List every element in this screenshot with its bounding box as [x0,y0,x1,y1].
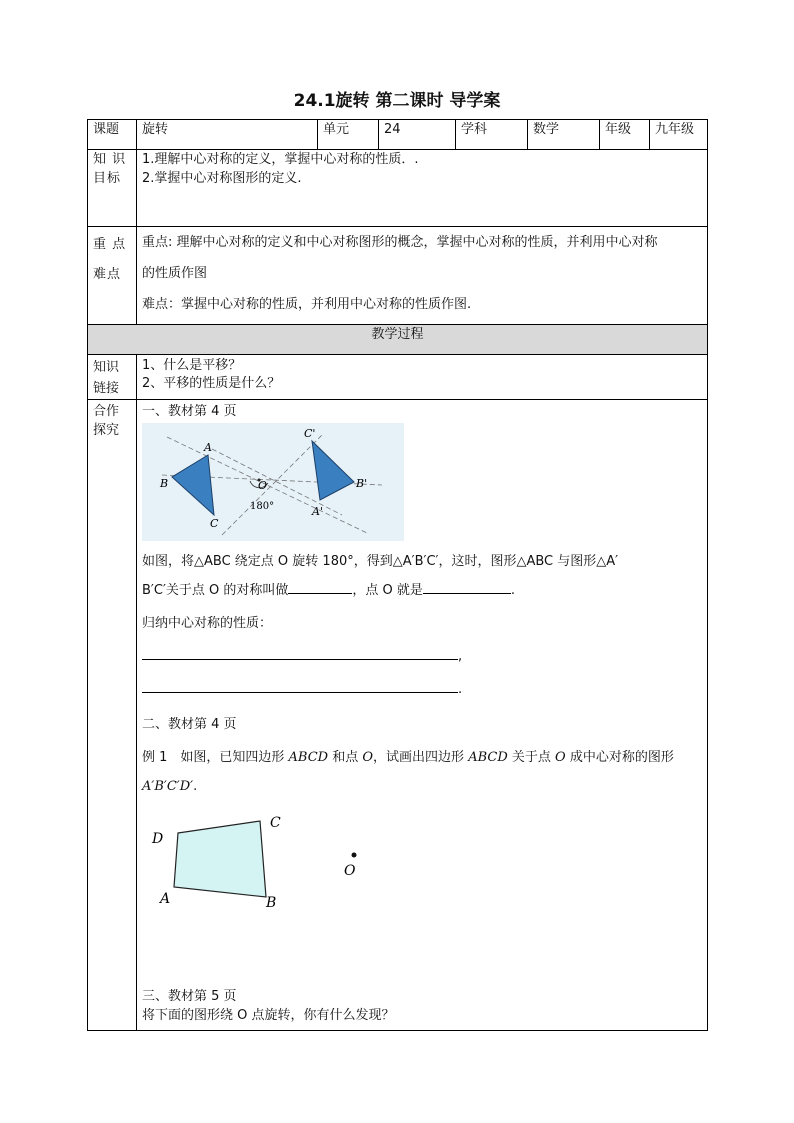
objective-item: 1.理解中心对称的定义，掌握中心对称的性质．. [142,152,419,167]
paragraph-1: 如图，将△ABC 绕定点 O 旋转 180°，得到△A′B′C′，这时，图形△ABC 与图形△A′ B′C′关于点 O 的对称叫做 ，点 O 就是 . [142,554,619,598]
question-item: 2、平移的性质是什么？ [142,376,281,391]
header-row [88,120,708,150]
knowledge-link-label: 知识链接 [88,355,137,400]
topic-value: 旋转 [137,120,318,150]
part3-text: 将下面的图形绕 O 点旋转，你有什么发现？ [142,1008,395,1023]
answer-line-1[interactable] [142,658,458,660]
fig1-label-a2: A' [312,505,323,518]
part1-title: 一、教材第 4 页 [142,404,237,419]
process-header-row [88,325,708,355]
fig1-label-c: C [210,517,219,530]
difficult-point: 难点：掌握中心对称的性质，并利用中心对称的性质作图. [142,297,472,312]
keypoints-content [137,227,708,325]
fig2-label-c: C [270,815,281,831]
topic-label: 课题 [88,120,137,150]
fig1-angle: 180° [250,501,275,512]
objective-item: 2.掌握中心对称图形的定义. [142,171,302,186]
subject-label: 学科 [456,120,528,150]
answer-line-2[interactable] [142,691,458,693]
fig1-label-a: A [204,441,212,454]
grade-label: 年级 [600,120,650,150]
answer-blank-2[interactable] [423,578,511,594]
answer-blank-1[interactable] [288,578,352,594]
page-title: 24.1旋转 第二课时 导学案 [293,91,501,111]
key-point-line: 的性质作图 [142,266,208,281]
key-point-line: 重点: 理解中心对称的定义和中心对称图形的概念，掌握中心对称的性质，并利用中心对称 [142,235,658,250]
quadrilateral-figure [142,809,402,919]
part2-title: 二、教材第 4 页 [142,717,237,732]
keypoints-row [88,227,708,325]
summary-label: 归纳中心对称的性质： [142,616,273,631]
knowledge-link-content [137,355,708,400]
objectives-content [137,150,708,227]
unit-value: 24 [379,120,456,150]
fig2-label-d: D [152,831,164,847]
fig1-label-c2: C' [304,427,316,440]
explore-content: 一、教材第 4 页 A B C O 180° C' B' A' 如图，将△ABC 绕定点 O 旋转 180°，得到△A′B′C′，这时，图形△ABC 与图形△A′ B′C′关于点 O 的对称叫做 ，点 O 就是 . 归纳中心对称的性质： , . 二、教材第 4 页 例 1 如图，已知四边形 ABCD 和点 O，试画出四边形 ABCD 关于点 O 成中心对称的图形 A′B′C′D′. D C A B O 三、教材第 5 页 将下面的图形绕 O 点旋转，你有什么发现？ [137,400,708,1031]
keypoints-label: 重 点 难点 [88,227,137,325]
subject-value: 数学 [528,120,600,150]
fig1-label-o: O [258,479,268,492]
grade-value: 九年级 [650,120,708,150]
fig2-label-a: A [160,891,171,907]
fig2-label-o: O [344,863,356,879]
explore-label: 合作探究 [88,400,137,1031]
objectives-label: 知 识 目标 [88,150,137,227]
lesson-table [87,119,708,1031]
question-item: 1、什么是平移？ [142,358,242,373]
rotation-figure [142,423,404,541]
fig2-label-b: B [266,895,277,911]
objectives-row [88,150,708,227]
fig1-label-b2: B' [356,477,368,490]
unit-label: 单元 [318,120,379,150]
example-1: 例 1 如图，已知四边形 ABCD 和点 O，试画出四边形 ABCD 关于点 O 成中心对称的图形 A′B′C′D′. [142,750,674,794]
explore-row [88,400,708,1031]
fig1-label-b: B [160,477,169,490]
part3-title: 三、教材第 5 页 [142,989,237,1004]
process-header: 教学过程 [88,325,708,355]
knowledge-link-row [88,355,708,400]
